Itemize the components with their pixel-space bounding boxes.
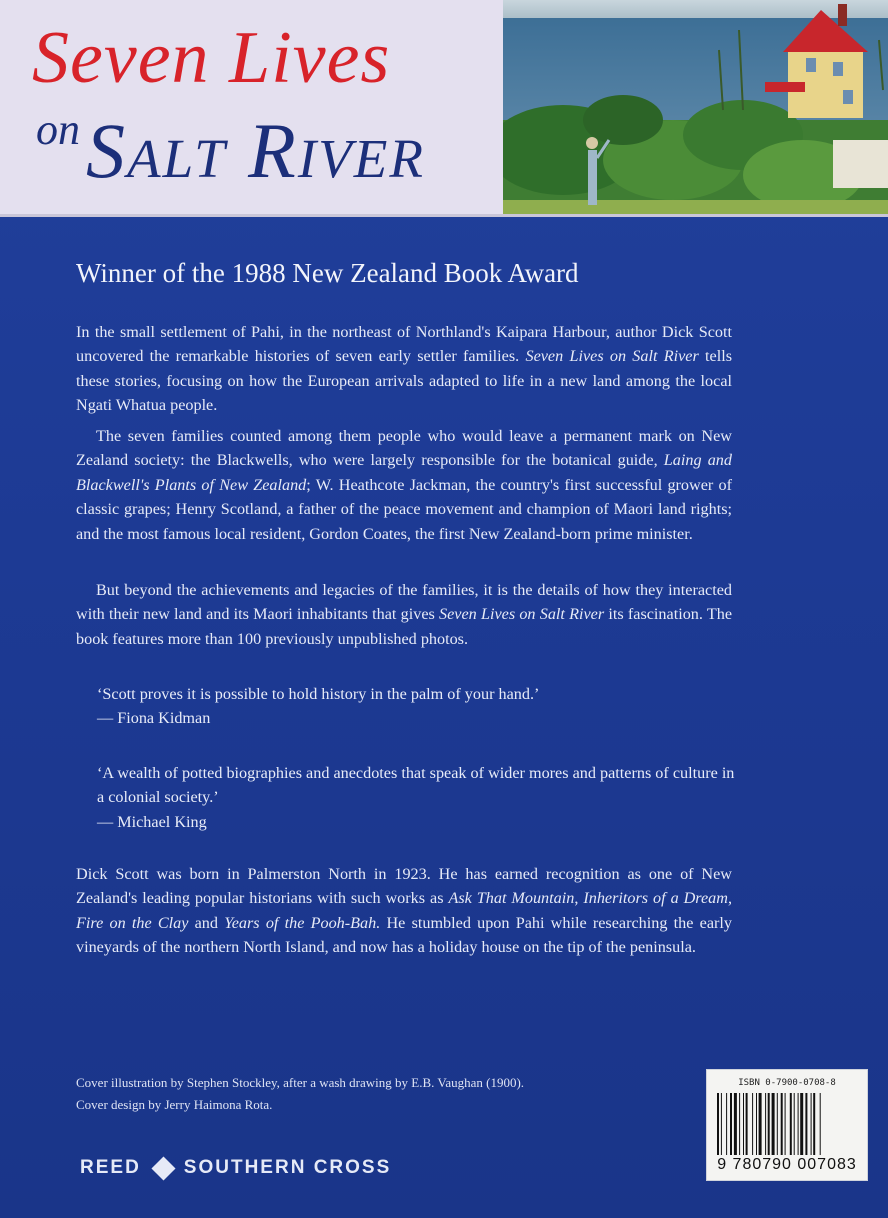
band-divider xyxy=(0,214,888,217)
title-on: on xyxy=(36,105,80,154)
top-band xyxy=(0,0,888,216)
barcode-icon xyxy=(715,1093,859,1155)
barcode-digits: 9 780790 007083 xyxy=(717,1156,857,1173)
quote-author: — Fiona Kidman xyxy=(97,709,211,728)
blurb-paragraph-3: But beyond the achievements and legacies of the families, it is the details of how they interacted with their new land and its Maori inhabitants that gives Seven Lives on Salt River its fascination. The book features more than 100 previously unpublished photos. xyxy=(76,581,733,648)
illustration-credit: Cover illustration by Stephen Stockley, after a wash drawing by E.B. Vaughan (1900). xyxy=(76,1075,525,1090)
book-title: Seven Lives on Salt River xyxy=(525,347,699,366)
book-title: Seven Lives on Salt River xyxy=(439,605,605,624)
cover-illustration xyxy=(503,0,888,216)
cover-credits xyxy=(76,1072,524,1116)
blurb-paragraph-2: The seven families counted among them people who would leave a permanent mark on New Zealand society: the Blackwells, who were largely responsible for the botanical guide, Laing and Blackwell's Plants of New Zealand; W. Heathcote Jackman, the country's first successful grower of classic grapes; Henry Scotland, a father of the peace movement and champion of Maori land rights; and the most famous local resident, Gordon Coates, the first New Zealand-born prime minister. xyxy=(76,427,732,543)
landscape-illustration xyxy=(503,0,888,216)
isbn-label: ISBN 0-7900-0708-8 xyxy=(738,1078,836,1088)
title-line-1: Seven Lives xyxy=(32,17,391,99)
design-credit: Cover design by Jerry Haimona Rota. xyxy=(76,1097,273,1112)
review-quote-1 xyxy=(97,682,737,731)
cited-work: Laing and Blackwell's Plants of New Zealand xyxy=(76,451,732,494)
blurb-paragraph-1: In the small settlement of Pahi, in the northeast of Northland's Kaipara Harbour, author Dick Scott uncovered the remarkable histories of seven early settler families. Seven Lives on Salt River tells these stories, focusing on how the European arrivals adapted to life in a new land among the local Ngati Whatua people. xyxy=(76,323,732,415)
diamond-icon xyxy=(151,1156,175,1180)
title-panel xyxy=(0,0,503,216)
publisher-right: SOUTHERN CROSS xyxy=(183,1157,392,1178)
review-quote-2 xyxy=(97,761,737,834)
quote-author: — Michael King xyxy=(97,812,207,831)
quote-text: ‘A wealth of potted biographies and anecdotes that speak of wider mores and patterns of culture in a colonial society.’ xyxy=(97,764,735,807)
title-line-2: Salt River xyxy=(86,107,425,194)
author-bio: Dick Scott was born in Palmerston North in 1923. He has earned recognition as one of New Zealand's leading popular historians with such works as Ask That Mountain, Inheritors of a Dream, Fire on the Clay and Years of the Pooh-Bah. He stumbled upon Pahi while researching the early vineyards of the northern North Island, and now has a holiday house on the tip of the peninsula. xyxy=(76,865,733,957)
barcode xyxy=(706,1069,868,1181)
quote-text: ‘Scott proves it is possible to hold history in the palm of your hand.’ xyxy=(97,685,540,703)
publisher-left: REED xyxy=(80,1157,141,1178)
publisher-logo xyxy=(80,1157,391,1179)
award-heading: Winner of the 1988 New Zealand Book Award xyxy=(76,258,579,288)
